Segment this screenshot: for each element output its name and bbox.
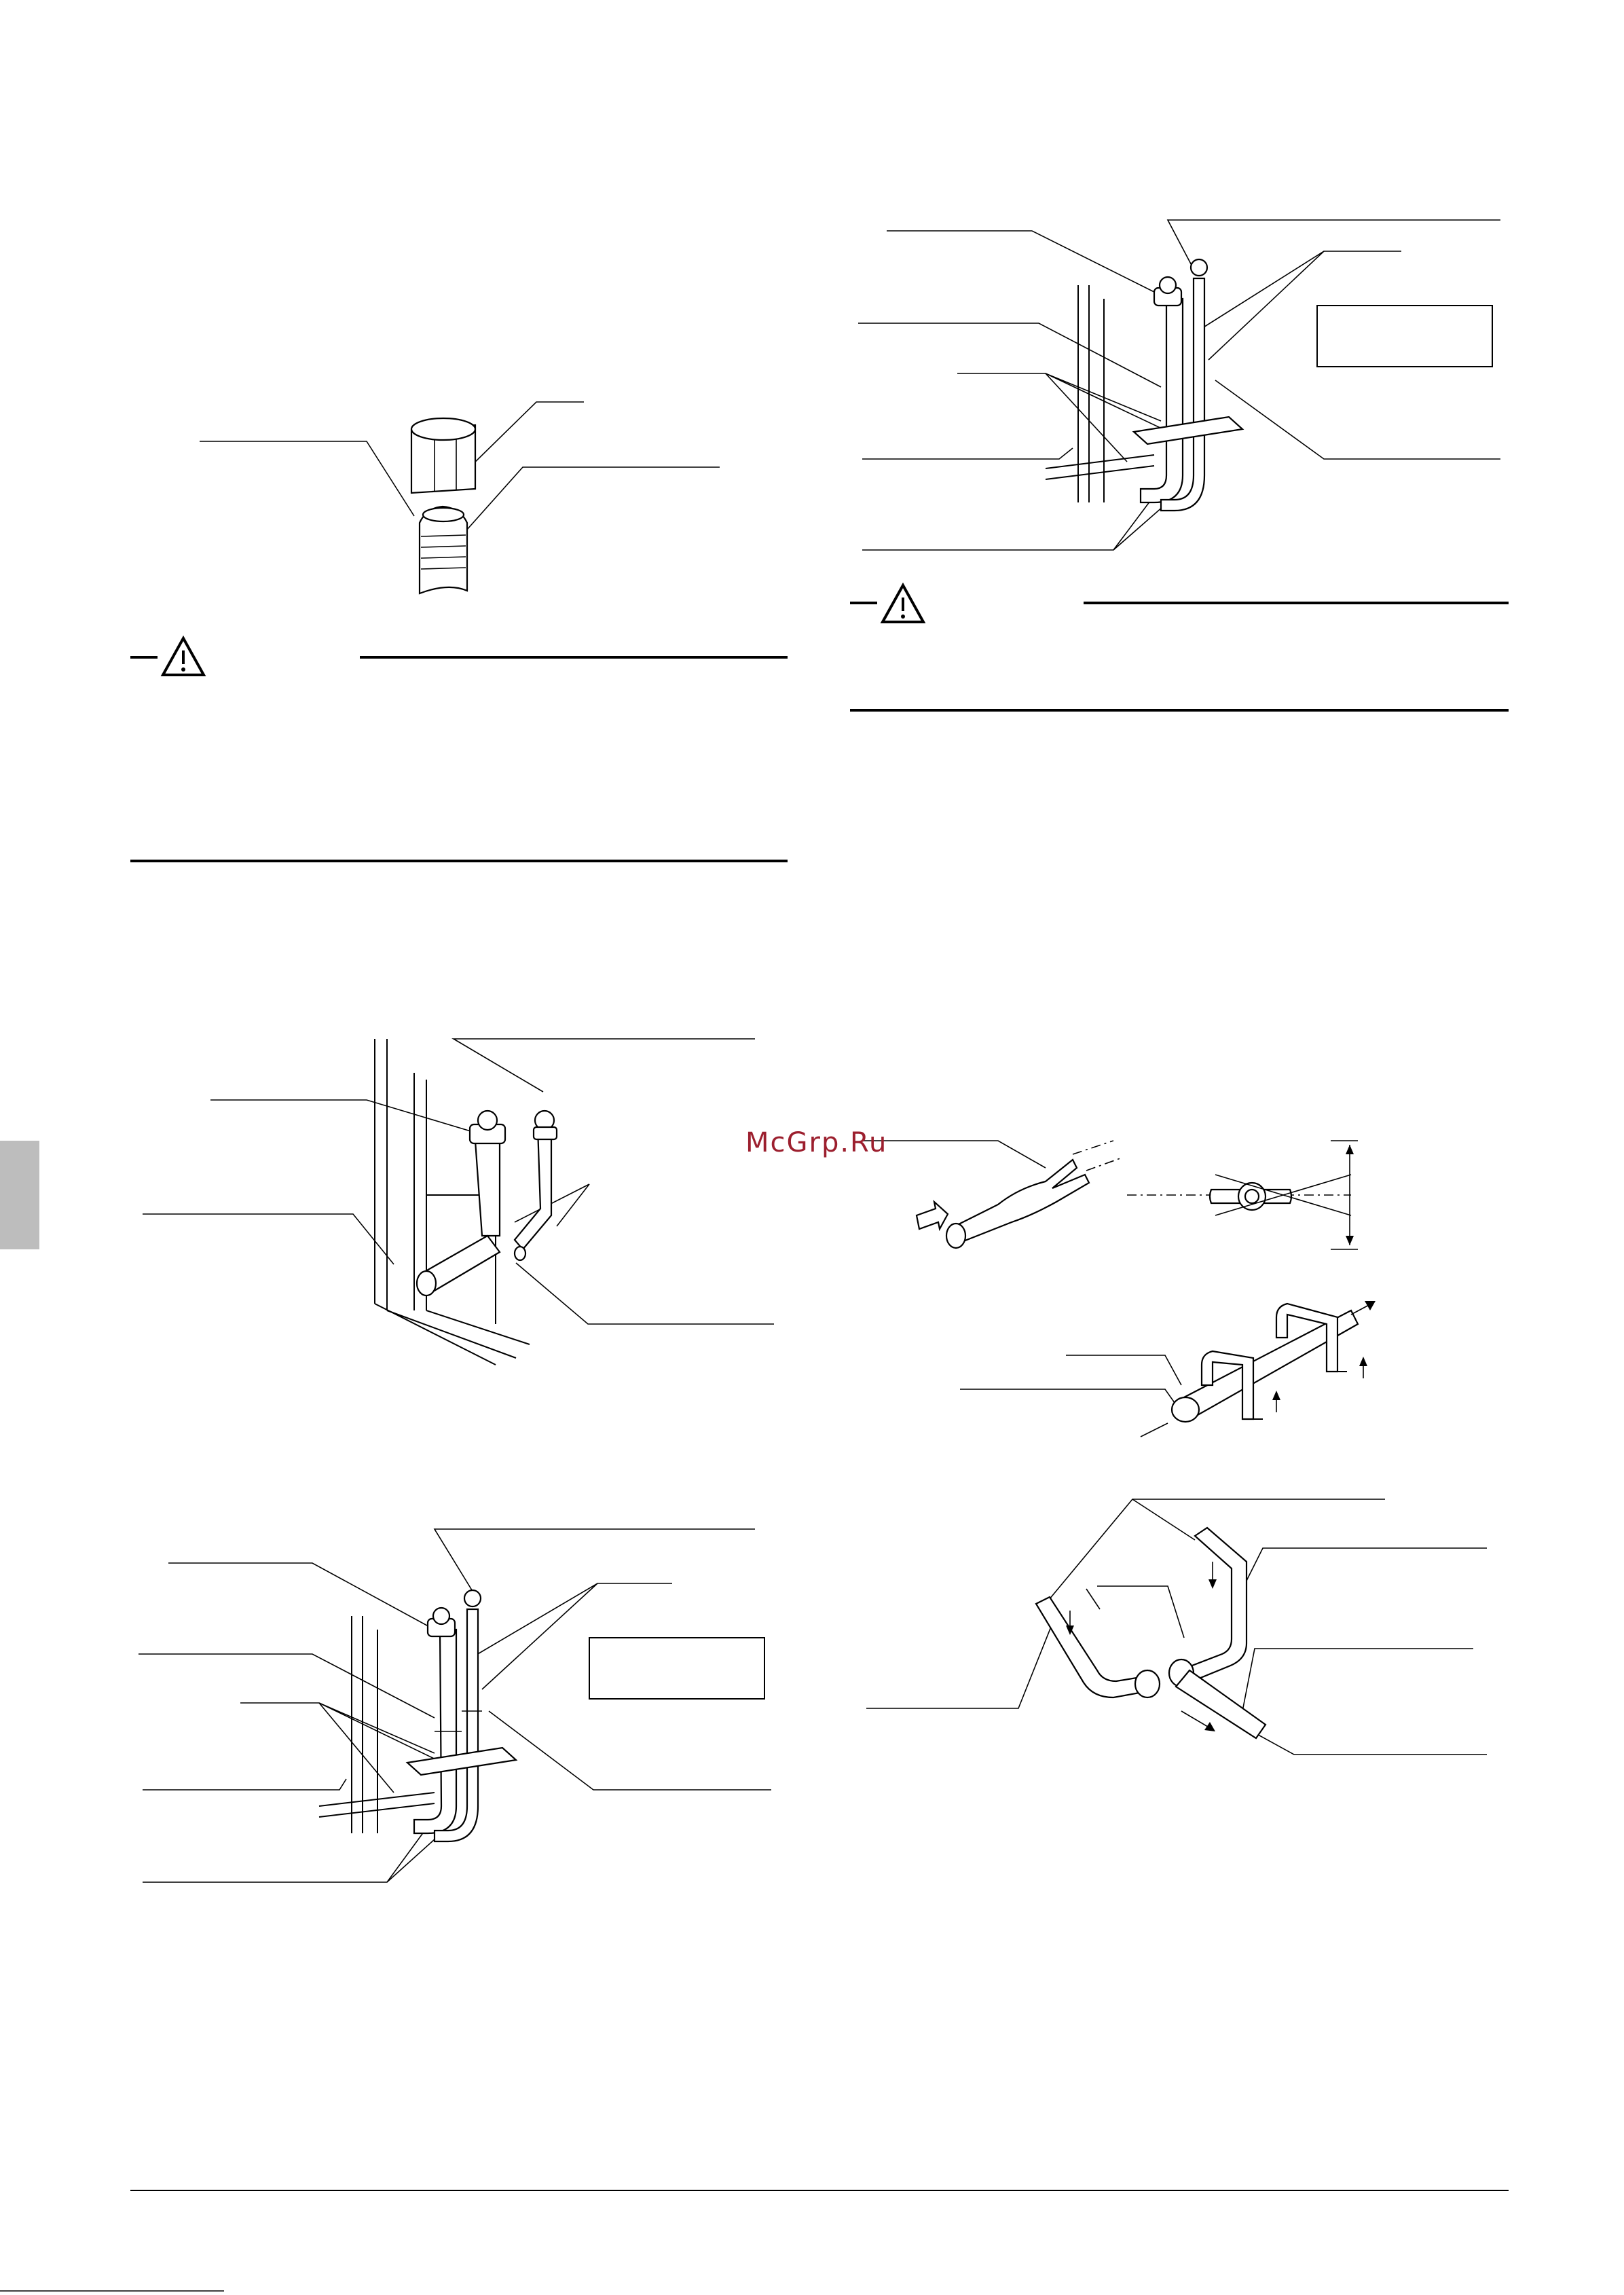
figure-header-branches xyxy=(960,1301,1376,1437)
figure-valve-bracket-right xyxy=(858,220,1500,550)
warning-triangle-icon xyxy=(163,638,204,675)
caution-block-right xyxy=(850,585,1509,710)
caution-block-left xyxy=(130,638,788,861)
leader-nut xyxy=(468,402,584,469)
watermark-text: McGrp.Ru xyxy=(745,1127,888,1158)
leader-flare-right xyxy=(455,467,720,543)
figure-flare-nut xyxy=(200,402,720,593)
leader-flare-left xyxy=(200,441,414,516)
note-box-left xyxy=(589,1638,764,1699)
note-box-right xyxy=(1317,306,1492,367)
figure-branch-angle xyxy=(862,1141,1358,1249)
side-chapter-tab xyxy=(0,1141,39,1249)
figure-valve-bracket-left xyxy=(139,1529,771,1882)
warning-triangle-icon xyxy=(883,585,923,622)
figure-y-branch xyxy=(866,1499,1487,1755)
figure-wall-valves xyxy=(143,1039,774,1365)
